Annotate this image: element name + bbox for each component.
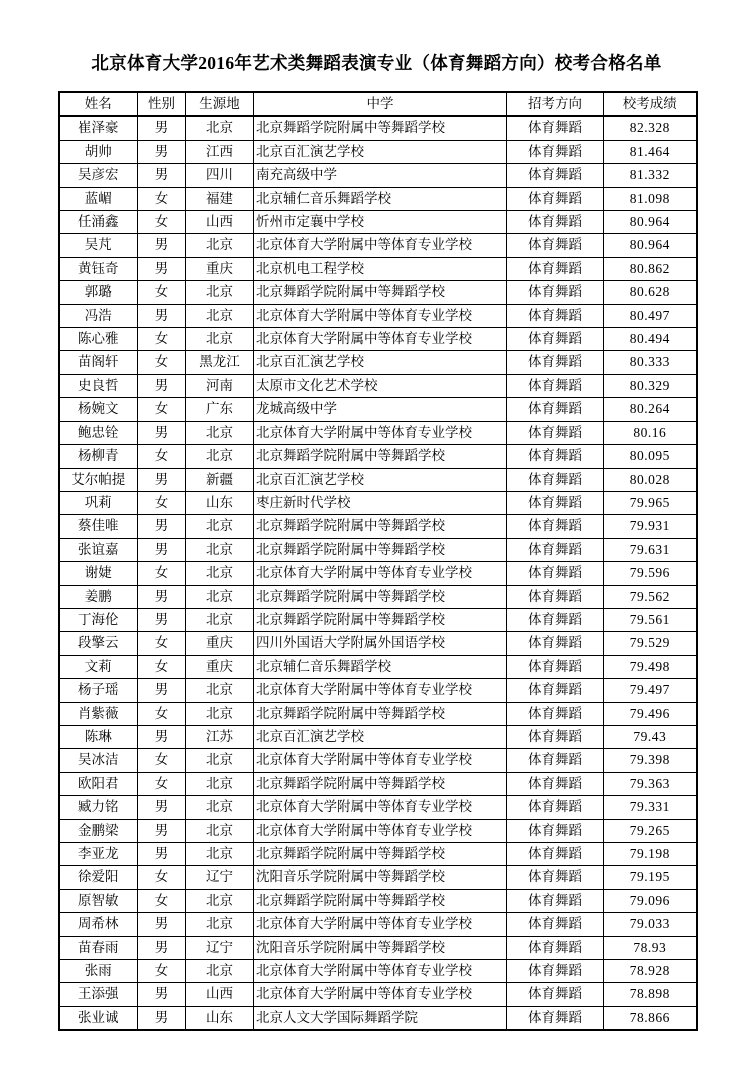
table-row (59, 445, 697, 468)
cell-candidate-origin: 北京 (186, 608, 254, 631)
cell-candidate-origin: 北京 (186, 889, 254, 912)
cell-candidate-score: 80.628 (604, 281, 697, 304)
cell-candidate-major: 体育舞蹈 (507, 655, 604, 678)
cell-candidate-score: 79.596 (604, 562, 697, 585)
table-row (59, 866, 697, 889)
cell-candidate-major: 体育舞蹈 (507, 608, 604, 631)
cell-candidate-major: 体育舞蹈 (507, 515, 604, 538)
cell-candidate-school: 枣庄新时代学校 (254, 491, 507, 514)
cell-candidate-name: 欧阳君 (59, 772, 138, 795)
cell-candidate-origin: 北京 (186, 562, 254, 585)
cell-candidate-major: 体育舞蹈 (507, 585, 604, 608)
table-row (59, 1006, 697, 1030)
cell-candidate-name: 吴冰洁 (59, 749, 138, 772)
cell-candidate-name: 肖紫薇 (59, 702, 138, 725)
cell-candidate-major: 体育舞蹈 (507, 889, 604, 912)
cell-candidate-score: 80.16 (604, 421, 697, 444)
cell-candidate-major: 体育舞蹈 (507, 281, 604, 304)
cell-candidate-major: 体育舞蹈 (507, 562, 604, 585)
cell-candidate-gender: 女 (138, 491, 186, 514)
cell-candidate-name: 金鹏梁 (59, 819, 138, 842)
roster-table-container (58, 74, 696, 1031)
cell-candidate-major: 体育舞蹈 (507, 819, 604, 842)
cell-candidate-score: 80.497 (604, 304, 697, 327)
cell-candidate-school: 北京体育大学附属中等体育专业学校 (254, 234, 507, 257)
table-row (59, 374, 697, 397)
cell-candidate-school: 北京百汇演艺学校 (254, 140, 507, 163)
cell-candidate-origin: 北京 (186, 702, 254, 725)
cell-candidate-origin: 北京 (186, 585, 254, 608)
cell-candidate-name: 张谊嘉 (59, 538, 138, 561)
cell-candidate-origin: 新疆 (186, 468, 254, 491)
cell-candidate-origin: 山西 (186, 983, 254, 1006)
table-row (59, 491, 697, 514)
cell-candidate-school: 北京体育大学附属中等体育专业学校 (254, 960, 507, 983)
table-row (59, 960, 697, 983)
cell-candidate-name: 杨柳青 (59, 445, 138, 468)
table-row (59, 281, 697, 304)
cell-candidate-name: 王添强 (59, 983, 138, 1006)
cell-candidate-origin: 广东 (186, 398, 254, 421)
cell-candidate-name: 臧力铭 (59, 796, 138, 819)
cell-candidate-gender: 女 (138, 632, 186, 655)
cell-candidate-school: 北京舞蹈学院附属中等舞蹈学校 (254, 772, 507, 795)
cell-candidate-score: 80.964 (604, 211, 697, 234)
cell-candidate-origin: 北京 (186, 772, 254, 795)
cell-candidate-score: 79.562 (604, 585, 697, 608)
cell-candidate-gender: 女 (138, 772, 186, 795)
table-row (59, 164, 697, 187)
cell-candidate-name: 胡帅 (59, 140, 138, 163)
cell-candidate-school: 北京舞蹈学院附属中等舞蹈学校 (254, 585, 507, 608)
cell-candidate-name: 崔泽豪 (59, 116, 138, 140)
cell-candidate-gender: 男 (138, 843, 186, 866)
cell-candidate-gender: 男 (138, 374, 186, 397)
cell-candidate-gender: 女 (138, 655, 186, 678)
cell-candidate-school: 北京体育大学附属中等体育专业学校 (254, 328, 507, 351)
table-row (59, 328, 697, 351)
cell-candidate-school: 四川外国语大学附属外国语学校 (254, 632, 507, 655)
cell-candidate-major: 体育舞蹈 (507, 304, 604, 327)
cell-candidate-score: 78.93 (604, 936, 697, 959)
cell-candidate-name: 张业诚 (59, 1006, 138, 1030)
cell-candidate-major: 体育舞蹈 (507, 398, 604, 421)
cell-candidate-major: 体育舞蹈 (507, 538, 604, 561)
cell-candidate-origin: 北京 (186, 328, 254, 351)
cell-candidate-origin: 重庆 (186, 655, 254, 678)
cell-candidate-name: 史良哲 (59, 374, 138, 397)
cell-candidate-origin: 北京 (186, 679, 254, 702)
cell-candidate-school: 北京辅仁音乐舞蹈学校 (254, 187, 507, 210)
cell-candidate-origin: 重庆 (186, 257, 254, 280)
cell-candidate-school: 北京舞蹈学院附属中等舞蹈学校 (254, 445, 507, 468)
cell-candidate-school: 沈阳音乐学院附属中等舞蹈学校 (254, 866, 507, 889)
cell-candidate-origin: 重庆 (186, 632, 254, 655)
cell-candidate-gender: 男 (138, 608, 186, 631)
cell-candidate-origin: 北京 (186, 116, 254, 140)
table-row (59, 211, 697, 234)
cell-candidate-major: 体育舞蹈 (507, 960, 604, 983)
cell-candidate-major: 体育舞蹈 (507, 772, 604, 795)
cell-candidate-score: 79.631 (604, 538, 697, 561)
column-header-origin: 生源地 (186, 92, 254, 116)
cell-candidate-origin: 北京 (186, 304, 254, 327)
cell-candidate-school: 北京体育大学附属中等体育专业学校 (254, 819, 507, 842)
column-header-school: 中学 (254, 92, 507, 116)
cell-candidate-origin: 福建 (186, 187, 254, 210)
cell-candidate-score: 80.494 (604, 328, 697, 351)
cell-candidate-name: 吴彦宏 (59, 164, 138, 187)
cell-candidate-gender: 男 (138, 257, 186, 280)
cell-candidate-name: 段擎云 (59, 632, 138, 655)
cell-candidate-gender: 女 (138, 445, 186, 468)
cell-candidate-major: 体育舞蹈 (507, 351, 604, 374)
cell-candidate-score: 80.329 (604, 374, 697, 397)
cell-candidate-school: 北京百汇演艺学校 (254, 468, 507, 491)
cell-candidate-gender: 女 (138, 960, 186, 983)
cell-candidate-name: 蔡佳唯 (59, 515, 138, 538)
cell-candidate-school: 北京体育大学附属中等体育专业学校 (254, 421, 507, 444)
table-row (59, 468, 697, 491)
table-row (59, 515, 697, 538)
cell-candidate-origin: 北京 (186, 445, 254, 468)
cell-candidate-major: 体育舞蹈 (507, 257, 604, 280)
cell-candidate-origin: 北京 (186, 843, 254, 866)
cell-candidate-score: 80.964 (604, 234, 697, 257)
cell-candidate-major: 体育舞蹈 (507, 725, 604, 748)
cell-candidate-school: 北京舞蹈学院附属中等舞蹈学校 (254, 281, 507, 304)
cell-candidate-score: 80.862 (604, 257, 697, 280)
cell-candidate-gender: 男 (138, 538, 186, 561)
table-row (59, 562, 697, 585)
cell-candidate-major: 体育舞蹈 (507, 445, 604, 468)
table-row (59, 187, 697, 210)
cell-candidate-gender: 男 (138, 819, 186, 842)
cell-candidate-score: 79.198 (604, 843, 697, 866)
cell-candidate-school: 北京人文大学国际舞蹈学院 (254, 1006, 507, 1030)
cell-candidate-name: 艾尔帕提 (59, 468, 138, 491)
table-row (59, 538, 697, 561)
cell-candidate-name: 任涌鑫 (59, 211, 138, 234)
cell-candidate-major: 体育舞蹈 (507, 913, 604, 936)
cell-candidate-school: 太原市文化艺术学校 (254, 374, 507, 397)
cell-candidate-major: 体育舞蹈 (507, 936, 604, 959)
cell-candidate-school: 北京体育大学附属中等体育专业学校 (254, 796, 507, 819)
cell-candidate-major: 体育舞蹈 (507, 1006, 604, 1030)
cell-candidate-origin: 北京 (186, 960, 254, 983)
cell-candidate-name: 张雨 (59, 960, 138, 983)
cell-candidate-major: 体育舞蹈 (507, 796, 604, 819)
cell-candidate-origin: 江西 (186, 140, 254, 163)
cell-candidate-major: 体育舞蹈 (507, 187, 604, 210)
cell-candidate-school: 北京舞蹈学院附属中等舞蹈学校 (254, 608, 507, 631)
cell-candidate-score: 79.496 (604, 702, 697, 725)
cell-candidate-gender: 男 (138, 913, 186, 936)
cell-candidate-school: 忻州市定襄中学校 (254, 211, 507, 234)
table-row (59, 116, 697, 140)
cell-candidate-score: 79.096 (604, 889, 697, 912)
cell-candidate-name: 苗春雨 (59, 936, 138, 959)
cell-candidate-major: 体育舞蹈 (507, 843, 604, 866)
cell-candidate-name: 陈琳 (59, 725, 138, 748)
cell-candidate-school: 北京舞蹈学院附属中等舞蹈学校 (254, 889, 507, 912)
table-row (59, 889, 697, 912)
cell-candidate-score: 79.931 (604, 515, 697, 538)
cell-candidate-score: 80.028 (604, 468, 697, 491)
cell-candidate-score: 79.398 (604, 749, 697, 772)
cell-candidate-score: 79.363 (604, 772, 697, 795)
cell-candidate-origin: 北京 (186, 913, 254, 936)
cell-candidate-name: 冯浩 (59, 304, 138, 327)
cell-candidate-school: 北京百汇演艺学校 (254, 725, 507, 748)
cell-candidate-score: 80.333 (604, 351, 697, 374)
cell-candidate-score: 79.497 (604, 679, 697, 702)
cell-candidate-gender: 男 (138, 1006, 186, 1030)
table-row (59, 936, 697, 959)
table-row (59, 702, 697, 725)
cell-candidate-origin: 黑龙江 (186, 351, 254, 374)
roster-table (58, 91, 698, 1031)
cell-candidate-gender: 女 (138, 866, 186, 889)
page-title: 北京体育大学2016年艺术类舞蹈表演专业（体育舞蹈方向）校考合格名单 (91, 53, 662, 73)
table-row (59, 585, 697, 608)
cell-candidate-gender: 女 (138, 562, 186, 585)
cell-candidate-gender: 男 (138, 936, 186, 959)
cell-candidate-major: 体育舞蹈 (507, 983, 604, 1006)
cell-candidate-score: 81.098 (604, 187, 697, 210)
cell-candidate-school: 北京体育大学附属中等体育专业学校 (254, 679, 507, 702)
cell-candidate-school: 北京体育大学附属中等体育专业学校 (254, 562, 507, 585)
cell-candidate-score: 79.033 (604, 913, 697, 936)
cell-candidate-origin: 北京 (186, 515, 254, 538)
cell-candidate-gender: 男 (138, 421, 186, 444)
column-header-score: 校考成绩 (604, 92, 697, 116)
table-row (59, 679, 697, 702)
table-row (59, 608, 697, 631)
cell-candidate-major: 体育舞蹈 (507, 866, 604, 889)
cell-candidate-gender: 男 (138, 304, 186, 327)
table-row (59, 655, 697, 678)
cell-candidate-school: 沈阳音乐学院附属中等舞蹈学校 (254, 936, 507, 959)
cell-candidate-score: 79.331 (604, 796, 697, 819)
column-header-name: 姓名 (59, 92, 138, 116)
cell-candidate-major: 体育舞蹈 (507, 679, 604, 702)
cell-candidate-origin: 北京 (186, 749, 254, 772)
cell-candidate-score: 78.898 (604, 983, 697, 1006)
table-row (59, 913, 697, 936)
cell-candidate-gender: 女 (138, 187, 186, 210)
cell-candidate-school: 北京体育大学附属中等体育专业学校 (254, 304, 507, 327)
cell-candidate-name: 黄钰奇 (59, 257, 138, 280)
cell-candidate-origin: 江苏 (186, 725, 254, 748)
cell-candidate-gender: 男 (138, 585, 186, 608)
cell-candidate-major: 体育舞蹈 (507, 211, 604, 234)
cell-candidate-gender: 女 (138, 889, 186, 912)
cell-candidate-name: 陈心雅 (59, 328, 138, 351)
table-row (59, 304, 697, 327)
cell-candidate-name: 郭璐 (59, 281, 138, 304)
cell-candidate-name: 杨子瑶 (59, 679, 138, 702)
cell-candidate-score: 80.264 (604, 398, 697, 421)
cell-candidate-school: 北京体育大学附属中等体育专业学校 (254, 749, 507, 772)
cell-candidate-name: 谢婕 (59, 562, 138, 585)
table-header (59, 92, 697, 116)
cell-candidate-score: 81.464 (604, 140, 697, 163)
cell-candidate-score: 78.928 (604, 960, 697, 983)
table-row (59, 398, 697, 421)
table-row (59, 234, 697, 257)
table-body (59, 116, 697, 1030)
cell-candidate-major: 体育舞蹈 (507, 468, 604, 491)
table-row (59, 421, 697, 444)
cell-candidate-score: 79.498 (604, 655, 697, 678)
cell-candidate-gender: 女 (138, 211, 186, 234)
cell-candidate-score: 79.965 (604, 491, 697, 514)
cell-candidate-school: 北京体育大学附属中等体育专业学校 (254, 913, 507, 936)
table-row (59, 843, 697, 866)
cell-candidate-gender: 女 (138, 749, 186, 772)
cell-candidate-major: 体育舞蹈 (507, 702, 604, 725)
cell-candidate-school: 北京舞蹈学院附属中等舞蹈学校 (254, 702, 507, 725)
cell-candidate-gender: 男 (138, 679, 186, 702)
cell-candidate-gender: 女 (138, 281, 186, 304)
table-row (59, 772, 697, 795)
cell-candidate-origin: 北京 (186, 538, 254, 561)
cell-candidate-gender: 男 (138, 140, 186, 163)
table-row (59, 749, 697, 772)
cell-candidate-name: 杨婉文 (59, 398, 138, 421)
cell-candidate-gender: 女 (138, 702, 186, 725)
cell-candidate-origin: 辽宁 (186, 936, 254, 959)
cell-candidate-score: 80.095 (604, 445, 697, 468)
cell-candidate-gender: 男 (138, 234, 186, 257)
cell-candidate-score: 79.529 (604, 632, 697, 655)
cell-candidate-school: 北京体育大学附属中等体育专业学校 (254, 983, 507, 1006)
cell-candidate-gender: 男 (138, 116, 186, 140)
cell-candidate-name: 丁海伦 (59, 608, 138, 631)
cell-candidate-school: 北京舞蹈学院附属中等舞蹈学校 (254, 538, 507, 561)
cell-candidate-school: 北京机电工程学校 (254, 257, 507, 280)
cell-candidate-gender: 男 (138, 796, 186, 819)
table-row (59, 257, 697, 280)
cell-candidate-name: 周希林 (59, 913, 138, 936)
cell-candidate-major: 体育舞蹈 (507, 632, 604, 655)
cell-candidate-major: 体育舞蹈 (507, 116, 604, 140)
cell-candidate-name: 巩莉 (59, 491, 138, 514)
cell-candidate-name: 徐爱阳 (59, 866, 138, 889)
cell-candidate-origin: 河南 (186, 374, 254, 397)
cell-candidate-major: 体育舞蹈 (507, 421, 604, 444)
cell-candidate-major: 体育舞蹈 (507, 234, 604, 257)
cell-candidate-major: 体育舞蹈 (507, 328, 604, 351)
cell-candidate-score: 78.866 (604, 1006, 697, 1030)
cell-candidate-gender: 女 (138, 398, 186, 421)
table-row (59, 819, 697, 842)
cell-candidate-score: 82.328 (604, 116, 697, 140)
cell-candidate-name: 蓝嵋 (59, 187, 138, 210)
cell-candidate-school: 北京舞蹈学院附属中等舞蹈学校 (254, 515, 507, 538)
cell-candidate-school: 南充高级中学 (254, 164, 507, 187)
cell-candidate-origin: 北京 (186, 234, 254, 257)
cell-candidate-school: 北京舞蹈学院附属中等舞蹈学校 (254, 843, 507, 866)
column-header-major: 招考方向 (507, 92, 604, 116)
cell-candidate-major: 体育舞蹈 (507, 749, 604, 772)
table-row (59, 983, 697, 1006)
cell-candidate-score: 79.561 (604, 608, 697, 631)
cell-candidate-gender: 女 (138, 328, 186, 351)
table-row (59, 796, 697, 819)
cell-candidate-origin: 北京 (186, 281, 254, 304)
cell-candidate-origin: 北京 (186, 819, 254, 842)
cell-candidate-gender: 男 (138, 468, 186, 491)
cell-candidate-name: 苗阁轩 (59, 351, 138, 374)
cell-candidate-name: 文莉 (59, 655, 138, 678)
cell-candidate-gender: 男 (138, 515, 186, 538)
cell-candidate-gender: 女 (138, 351, 186, 374)
cell-candidate-school: 北京辅仁音乐舞蹈学校 (254, 655, 507, 678)
cell-candidate-name: 原智敏 (59, 889, 138, 912)
cell-candidate-gender: 男 (138, 983, 186, 1006)
cell-candidate-name: 姜鹏 (59, 585, 138, 608)
cell-candidate-score: 81.332 (604, 164, 697, 187)
cell-candidate-school: 龙城高级中学 (254, 398, 507, 421)
cell-candidate-origin: 山东 (186, 1006, 254, 1030)
cell-candidate-name: 李亚龙 (59, 843, 138, 866)
cell-candidate-major: 体育舞蹈 (507, 140, 604, 163)
cell-candidate-name: 吴芃 (59, 234, 138, 257)
column-header-gender: 性别 (138, 92, 186, 116)
cell-candidate-major: 体育舞蹈 (507, 491, 604, 514)
cell-candidate-major: 体育舞蹈 (507, 374, 604, 397)
table-row (59, 632, 697, 655)
cell-candidate-name: 鲍忠铨 (59, 421, 138, 444)
cell-candidate-origin: 四川 (186, 164, 254, 187)
cell-candidate-origin: 山东 (186, 491, 254, 514)
cell-candidate-score: 79.195 (604, 866, 697, 889)
table-row (59, 140, 697, 163)
cell-candidate-origin: 北京 (186, 796, 254, 819)
cell-candidate-major: 体育舞蹈 (507, 164, 604, 187)
cell-candidate-school: 北京百汇演艺学校 (254, 351, 507, 374)
cell-candidate-school: 北京舞蹈学院附属中等舞蹈学校 (254, 116, 507, 140)
table-row (59, 351, 697, 374)
table-row (59, 725, 697, 748)
cell-candidate-origin: 辽宁 (186, 866, 254, 889)
cell-candidate-origin: 山西 (186, 211, 254, 234)
cell-candidate-score: 79.265 (604, 819, 697, 842)
cell-candidate-score: 79.43 (604, 725, 697, 748)
cell-candidate-gender: 男 (138, 725, 186, 748)
cell-candidate-gender: 男 (138, 164, 186, 187)
table-header-row (59, 92, 697, 116)
cell-candidate-origin: 北京 (186, 421, 254, 444)
